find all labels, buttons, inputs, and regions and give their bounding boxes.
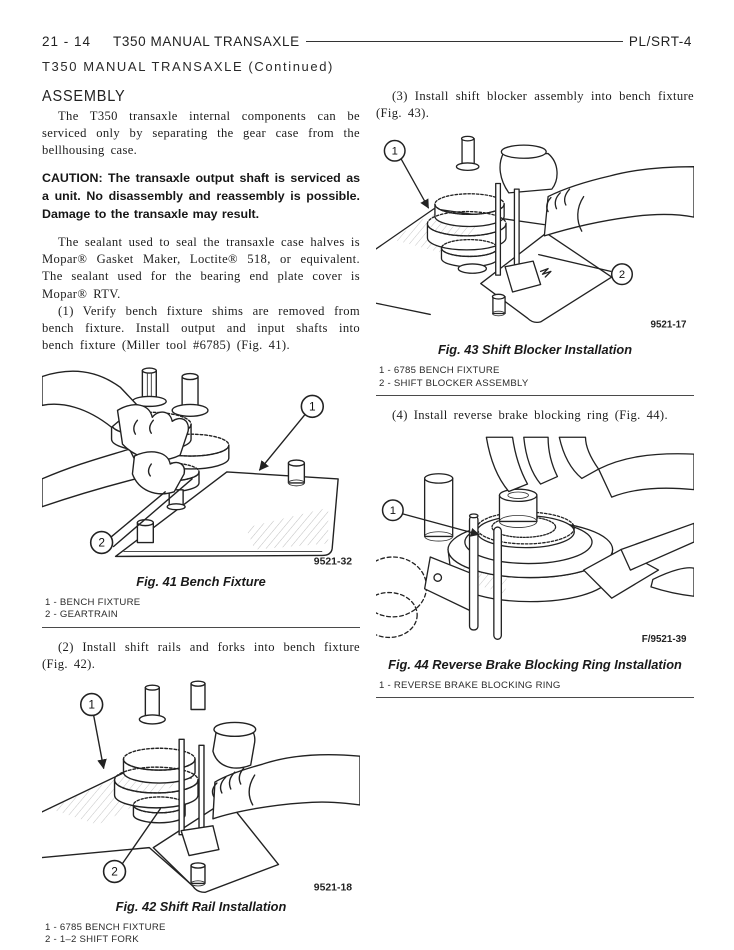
step-3-paragraph: (3) Install shift blocker assembly into bench fixture (Fig. 43). xyxy=(376,89,694,121)
manual-code: PL/SRT-4 xyxy=(628,34,692,49)
two-column-layout xyxy=(0,74,734,950)
fig41-illustration xyxy=(42,360,360,572)
fig41-divider xyxy=(42,627,360,628)
svg-text:2: 2 xyxy=(618,269,626,282)
fig43-legend-item: 2 - SHIFT BLOCKER ASSEMBLY xyxy=(379,377,529,389)
fig43-callout-1 xyxy=(384,141,428,208)
fig41-callout-1 xyxy=(260,396,324,471)
figure-42 xyxy=(42,679,360,950)
fig42-legend-item: 2 - 1–2 SHIFT FORK xyxy=(45,934,139,946)
step-4-paragraph: (4) Install reverse brake blocking ring (Fig. 44). xyxy=(392,407,668,422)
fig42-legend xyxy=(42,922,360,947)
fixture-stud-right xyxy=(288,460,304,486)
fig43-caption: Fig. 43 Shift Blocker Installation xyxy=(437,342,633,358)
fig41-caption: Fig. 41 Bench Fixture xyxy=(136,574,266,590)
step-2-paragraph: (2) Install shift rails and forks into bench fixture (Fig. 42). xyxy=(42,639,360,671)
fig43-divider xyxy=(376,395,694,396)
fingers-drawing xyxy=(486,437,694,497)
section-title: T350 MANUAL TRANSAXLE xyxy=(113,34,300,49)
step-1-paragraph: (1) Verify bench fixture shims are removed from bench fixture. Install output and input shafts into bench fixture (Miller tool #6785) (Fig. 41). xyxy=(42,303,360,352)
fig43-legend xyxy=(376,365,694,390)
fig43-legend-item: 1 - 6785 BENCH FIXTURE xyxy=(379,365,500,377)
fig44-legend-item: 1 - REVERSE BRAKE BLOCKING RING xyxy=(379,679,561,691)
fig44-legend xyxy=(376,680,694,692)
fig44-divider xyxy=(376,697,694,698)
fig41-code: 9521-32 xyxy=(313,556,353,568)
fig42-callout-1 xyxy=(81,693,104,768)
left-column xyxy=(42,88,360,950)
fig41-legend-item: 1 - BENCH FIXTURE xyxy=(45,597,141,609)
fig44-illustration xyxy=(376,430,694,655)
fig42-illustration xyxy=(42,679,360,897)
fig44-caption: Fig. 44 Reverse Brake Blocking Ring Installation xyxy=(388,656,682,672)
svg-text:2: 2 xyxy=(98,535,105,550)
svg-text:1: 1 xyxy=(308,399,316,414)
sealant-paragraph: The sealant used to seal the transaxle case halves is Mopar® Gasket Maker, Loctite® 518, or equivalent. The sealant used for the bearing end plate cover is Mopar® RTV. xyxy=(42,235,360,301)
figure-41 xyxy=(42,360,360,628)
figure-43 xyxy=(376,128,694,396)
svg-text:2: 2 xyxy=(111,864,118,879)
fig42-legend-item: 1 - 6785 BENCH FIXTURE xyxy=(45,921,166,933)
continued-title: T350 MANUAL TRANSAXLE (Continued) xyxy=(42,59,334,74)
fig43-illustration xyxy=(376,128,694,340)
hand-drawing xyxy=(544,167,694,236)
right-column xyxy=(376,88,694,950)
fig41-legend xyxy=(42,597,360,622)
running-header xyxy=(0,0,734,49)
caution-paragraph: CAUTION: The transaxle output shaft is serviced as a unit. No disassembly and reassembly is possible. Damage to the transaxle may result. xyxy=(42,171,360,221)
fig43-code: 9521-17 xyxy=(650,319,687,331)
figure-44 xyxy=(376,430,694,698)
fig42-code: 9521-18 xyxy=(313,882,353,894)
background-gear-stack xyxy=(376,474,453,638)
fig41-legend-item: 2 - GEARTRAIN xyxy=(45,609,118,621)
fig42-caption: Fig. 42 Shift Rail Installation xyxy=(115,898,287,914)
page-number: 21 - 14 xyxy=(42,34,92,49)
fig44-code: F/9521-39 xyxy=(641,634,687,646)
svg-text:1: 1 xyxy=(391,145,398,158)
intro-paragraph: The T350 transaxle internal components can be serviced only by separating the gear case from the bellhousing case. xyxy=(42,109,360,158)
svg-text:1: 1 xyxy=(88,697,95,712)
svg-text:1: 1 xyxy=(389,504,396,517)
assembly-heading: ASSEMBLY xyxy=(42,88,126,106)
header-rule xyxy=(306,41,623,42)
